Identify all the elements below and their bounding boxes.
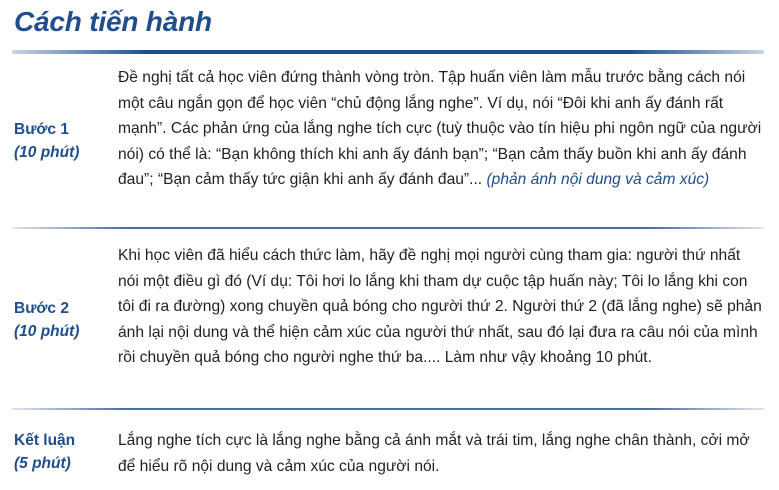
- step-text: Lắng nghe tích cực là lắng nghe bằng cả ánh mắt và trái tim, lắng nghe chân thành, cởi mở để hiểu rõ nội dung và cảm xúc của người nói.: [118, 432, 750, 475]
- step-divider-1: [12, 227, 764, 229]
- step-text: Đề nghị tất cả học viên đứng thành vòng tròn. Tập huấn viên làm mẫu trước bằng cách nói một câu ngắn gọn để học viên “chủ động lắng nghe”. Ví dụ, nói “Đôi khi anh ấy đánh rất mạnh”. Các phản ứng của lắng nghe tích cực (tuỳ thuộc vào tín hiệu phi ngôn ngữ của người nói) có thể là: “Bạn không thích khi anh ấy đánh bạn”; “Bạn cảm thấy buồn khi anh ấy đánh đau”; “Bạn cảm thấy tức giận khi anh ấy đánh đau”...: [118, 69, 762, 188]
- step-label-2: [14, 297, 79, 343]
- step-content-2: [118, 243, 764, 371]
- step-title: Bước 2: [14, 300, 69, 317]
- title-divider: [12, 50, 764, 54]
- step-note: (phản ánh nội dung và cảm xúc): [486, 171, 710, 188]
- step-title: Kết luận: [14, 432, 76, 449]
- step-label-1: [14, 118, 79, 164]
- step-content-1: [118, 65, 764, 193]
- step-divider-2: [12, 408, 764, 410]
- step-label-3: [14, 429, 75, 475]
- step-text: Khi học viên đã hiểu cách thức làm, hãy đề nghị mọi người cùng tham gia: người thứ nhất nói một điều gì đó (Ví dụ: Tôi hơi lo lắng khi tham dự cuộc tập huấn này; Tôi lo lắng khi con tôi đi ra đường) xong chuyền quả bóng cho người thứ 2. Người thứ 2 (đã lắng nghe) sẽ phản ánh lại nội dung và thể hiện cảm xúc của người thứ nhất, sau đó lại đưa ra câu nói của mình rồi chuyền quả bóng cho người nghe thứ ba.... Làm như vậy khoảng 10 phút.: [118, 247, 762, 366]
- step-duration: (10 phút): [14, 323, 80, 340]
- step-content-3: [118, 428, 764, 479]
- page-title: Cách tiến hành: [14, 6, 212, 37]
- step-duration: (5 phút): [14, 455, 71, 472]
- step-duration: (10 phút): [14, 144, 80, 161]
- step-title: Bước 1: [14, 121, 69, 138]
